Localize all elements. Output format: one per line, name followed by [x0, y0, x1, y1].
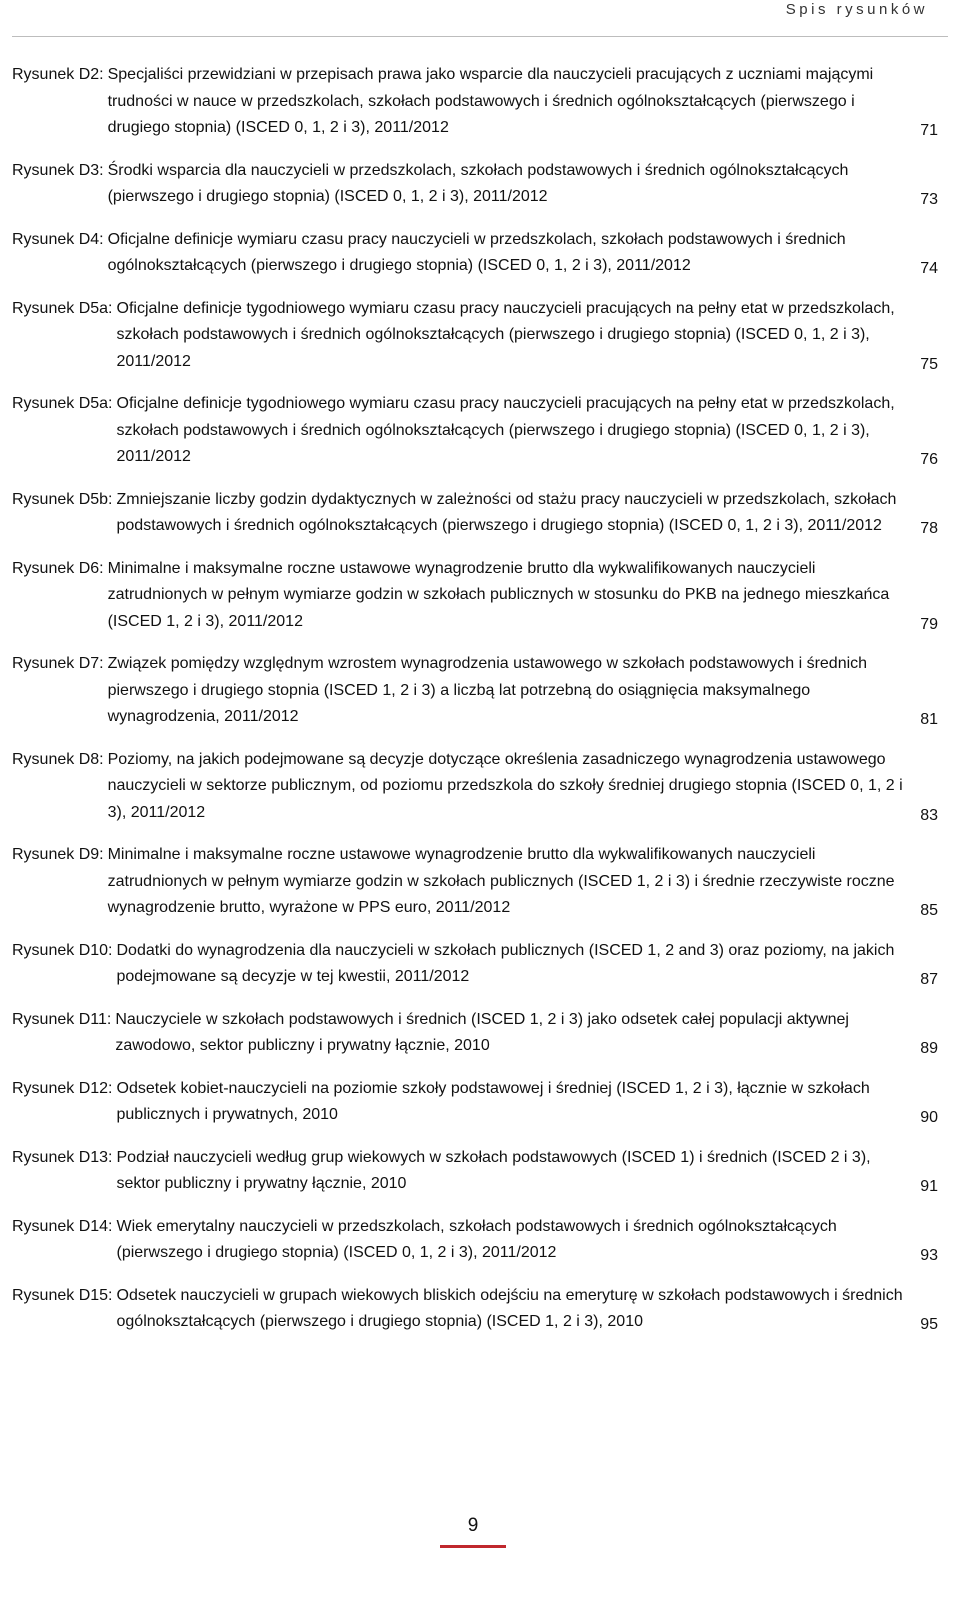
figure-title: Środki wsparcia dla nauczycieli w przedszkolach, szkołach podstawowych i średnich ogólnokształcących (pierwszego i drugiego stopnia) (ISCED 0, 1, 2 i 3), 2011/2012 — [107, 161, 849, 205]
page-reference: 78 — [920, 520, 938, 537]
toc-entry[interactable] — [12, 842, 948, 922]
footer-rule — [440, 1545, 506, 1548]
toc-entry[interactable] — [12, 747, 948, 827]
toc-entry[interactable] — [12, 227, 948, 280]
toc-entry[interactable] — [12, 556, 948, 636]
toc-entry[interactable] — [12, 487, 948, 540]
page-reference: 89 — [920, 1040, 938, 1057]
toc-entry[interactable] — [12, 391, 948, 471]
figure-label: Rysunek D14: — [12, 1217, 113, 1235]
figure-title: Podział nauczycieli według grup wiekowych w szkołach podstawowych (ISCED 1) i średnich (ISCED 2 i 3), sektor publiczny i prywatny łącznie, 2010 — [116, 1148, 871, 1192]
page-reference: 79 — [920, 615, 938, 633]
figure-label: Rysunek D9: — [12, 846, 104, 863]
figure-title: Specjaliści przewidziani w przepisach prawa jako wsparcie dla nauczycieli pracujących z uczniami mającymi trudności w nauce w przedszkolach, szkołach podstawowych i średnich ogólnokształcących (pierwszego i drugiego stopnia) (ISCED 0, 1, 2 i 3), 2011/2012 — [107, 66, 874, 136]
page-reference: 75 — [920, 355, 938, 373]
figure-label: Rysunek D5a: — [12, 299, 113, 317]
page-reference: 90 — [920, 1109, 938, 1126]
page-reference: 93 — [920, 1247, 938, 1264]
toc-entry[interactable] — [12, 1007, 948, 1060]
page-reference: 81 — [920, 711, 938, 728]
figure-title: Nauczyciele w szkołach podstawowych i średnich (ISCED 1, 2 i 3) jako odsetek całej populacji aktywnej zawodowo, sektor publiczny i prywatny łącznie, 2010 — [115, 1010, 849, 1054]
figure-title: Minimalne i maksymalne roczne ustawowe wynagrodzenie brutto dla wykwalifikowanych nauczycieli zatrudnionych w pełnym wymiarze godzin w szkołach publicznych w stosunku do PKB na jednego mieszkańca (ISCED 1, 2 i 3), 2011/2012 — [107, 559, 890, 630]
running-header-title: Spis rysunków — [785, 1, 928, 18]
figure-label: Rysunek D15: — [12, 1286, 113, 1304]
figure-title: Minimalne i maksymalne roczne ustawowe wynagrodzenie brutto dla wykwalifikowanych nauczycieli zatrudnionych w pełnym wymiarze godzin w szkołach publicznych (ISCED 1, 2 i 3) i średnie rzeczywiste roczne wynagrodzenie brutto, wyrażone w PPS euro, 2011/2012 — [107, 846, 895, 916]
page-reference: 87 — [920, 971, 938, 988]
page-reference: 73 — [920, 191, 938, 208]
figure-label: Rysunek D10: — [12, 941, 113, 959]
figure-label: Rysunek D5a: — [12, 395, 113, 412]
page-reference: 83 — [920, 806, 938, 824]
figure-title: Dodatki do wynagrodzenia dla nauczycieli w szkołach publicznych (ISCED 1, 2 and 3) oraz poziomy, na jakich podejmowane są decyzje w tej kwestii, 2011/2012 — [116, 941, 895, 985]
toc-entry[interactable] — [12, 1214, 948, 1267]
toc-entry[interactable] — [12, 938, 948, 991]
figure-label: Rysunek D3: — [12, 161, 104, 179]
page-number: 9 — [467, 1515, 479, 1536]
figure-title: Oficjalne definicje wymiaru czasu pracy nauczycieli w przedszkolach, szkołach podstawowych i średnich ogólnokształcących (pierwszego i drugiego stopnia) (ISCED 0, 1, 2 i 3), 2011/2012 — [107, 230, 846, 274]
page-reference: 71 — [920, 122, 938, 139]
toc-entry[interactable] — [12, 651, 948, 731]
figure-label: Rysunek D12: — [12, 1079, 113, 1097]
figure-label: Rysunek D8: — [12, 750, 104, 768]
figure-label: Rysunek D6: — [12, 559, 104, 577]
list-of-figures — [12, 62, 948, 1352]
page-footer — [440, 1515, 506, 1548]
figure-label: Rysunek D5b: — [12, 490, 113, 508]
page-reference: 76 — [920, 451, 938, 468]
page-reference: 95 — [920, 1316, 938, 1333]
toc-entry[interactable] — [12, 158, 948, 211]
figure-title: Zmniejszanie liczby godzin dydaktycznych w zależności od stażu pracy nauczycieli w przedszkolach, szkołach podstawowych i średnich ogólnokształcących (pierwszego i drugiego stopnia) (ISCED 0, 1, 2 i 3), 2011/2012 — [116, 490, 897, 534]
figure-label: Rysunek D13: — [12, 1148, 113, 1166]
figure-title: Poziomy, na jakich podejmowane są decyzje dotyczące określenia zasadniczego wynagrodzenia ustawowego nauczycieli w sektorze publicznym, od poziomu przedszkola do szkoły średniej drugiego stopnia (ISCED 0, 1, 2 i 3), 2011/2012 — [107, 750, 903, 821]
toc-entry[interactable] — [12, 1283, 948, 1336]
toc-entry[interactable] — [12, 296, 948, 376]
page-reference: 85 — [920, 902, 938, 919]
figure-label: Rysunek D4: — [12, 230, 104, 248]
figure-title: Związek pomiędzy względnym wzrostem wynagrodzenia ustawowego w szkołach podstawowych i średnich pierwszego i drugiego stopnia (ISCED 1, 2 i 3) a liczbą lat potrzebną do osiągnięcia maksymalnego wynagrodzenia, 2011/2012 — [107, 655, 868, 725]
figure-label: Rysunek D11: — [12, 1010, 112, 1028]
figure-title: Odsetek kobiet-nauczycieli na poziomie szkoły podstawowej i średniej (ISCED 1, 2 i 3), łącznie w szkołach publicznych i prywatnych, 2010 — [116, 1079, 870, 1123]
figure-label: Rysunek D2: — [12, 66, 104, 83]
toc-entry[interactable] — [12, 1076, 948, 1129]
figure-title: Odsetek nauczycieli w grupach wiekowych bliskich odejściu na emeryturę w szkołach podstawowych i średnich ogólnokształcących (pierwszego i drugiego stopnia) (ISCED 1, 2 i 3), 2010 — [116, 1286, 903, 1330]
page-reference: 91 — [920, 1178, 938, 1195]
toc-entry[interactable] — [12, 62, 948, 142]
figure-title: Wiek emerytalny nauczycieli w przedszkolach, szkołach podstawowych i średnich ogólnokształcących (pierwszego i drugiego stopnia) (ISCED 0, 1, 2 i 3), 2011/2012 — [116, 1217, 837, 1261]
figure-title: Oficjalne definicje tygodniowego wymiaru czasu pracy nauczycieli pracujących na pełny etat w przedszkolach, szkołach podstawowych i średnich ogólnokształcących (pierwszego i drugiego stopnia) (ISCED 0, 1, 2 i 3), 2011/2012 — [116, 395, 895, 465]
figure-title: Oficjalne definicje tygodniowego wymiaru czasu pracy nauczycieli pracujących na pełny etat w przedszkolach, szkołach podstawowych i średnich ogólnokształcących (pierwszego i drugiego stopnia) (ISCED 0, 1, 2 i 3), 2011/2012 — [116, 299, 895, 370]
toc-entry[interactable] — [12, 1145, 948, 1198]
page-reference: 74 — [920, 260, 938, 277]
running-header — [12, 0, 948, 37]
figure-label: Rysunek D7: — [12, 655, 104, 672]
